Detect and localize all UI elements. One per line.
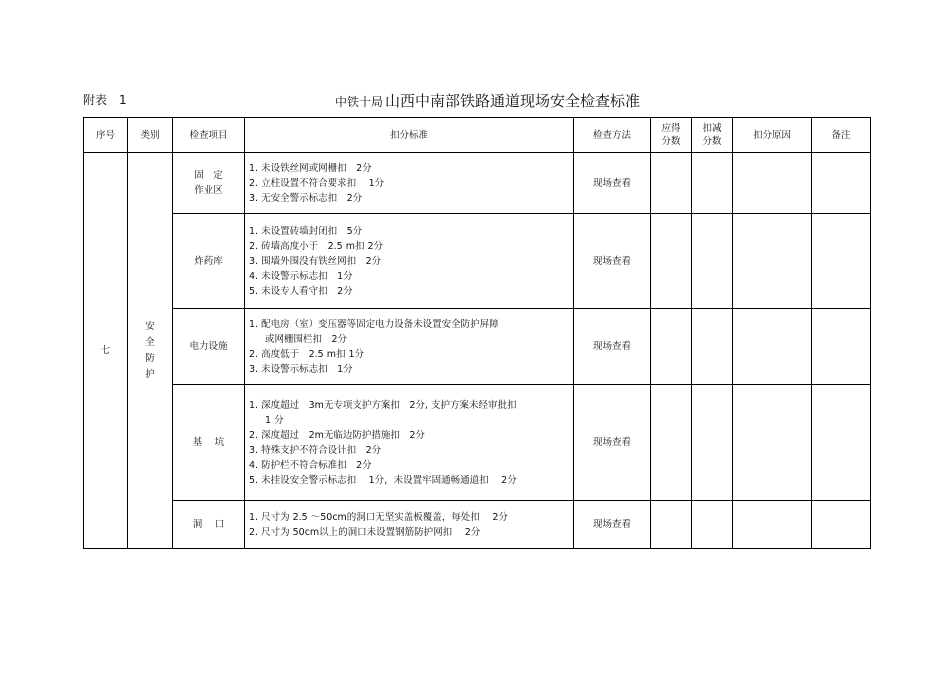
check-item-line: 固 定: [194, 170, 223, 181]
category-char: 全: [145, 336, 155, 348]
header-criteria: 扣分标准: [245, 118, 574, 153]
criteria-line: 1. 尺寸为 2.5 ～50cm的洞口无坚实盖板覆盖，每处扣 2分: [249, 511, 508, 523]
criteria-line: 2. 砖墙高度小于 2.5 m扣 2分: [249, 240, 384, 252]
check-item-line: 电力设施: [189, 341, 228, 352]
remark-cell[interactable]: [812, 153, 871, 214]
header-item: 检查项目: [173, 118, 245, 153]
check-method: 现场查看: [574, 153, 651, 214]
annex-label: 附表 1: [83, 93, 127, 107]
deduction-criteria: [245, 309, 574, 385]
document-title: [335, 90, 640, 111]
table-row: [84, 214, 871, 309]
deduct-score-cell[interactable]: [692, 153, 733, 214]
reason-cell[interactable]: [733, 309, 812, 385]
deduct-score-cell[interactable]: [692, 309, 733, 385]
criteria-line: 3. 未设警示标志扣 1分: [249, 363, 353, 375]
criteria-line: 1. 未设置砖墙封闭扣 5分: [249, 225, 363, 237]
criteria-line: 3. 围墙外围没有铁丝网扣 2分: [249, 255, 382, 267]
criteria-line: 2. 立柱设置不符合要求扣 1分: [249, 177, 385, 189]
header-reason: 扣分原因: [733, 118, 812, 153]
criteria-line: 3. 特殊支护不符合设计扣 2分: [249, 444, 382, 456]
header-remark: 备注: [812, 118, 871, 153]
check-method: 现场查看: [574, 385, 651, 501]
deduction-criteria: [245, 153, 574, 214]
header-method: 检查方法: [574, 118, 651, 153]
check-item: [173, 309, 245, 385]
check-item-line: 炸药库: [194, 255, 223, 267]
header-should-score-line2: 分数: [661, 136, 681, 147]
header-category: 类别: [128, 118, 173, 153]
check-method: 现场查看: [574, 214, 651, 309]
should-score-cell[interactable]: [651, 501, 692, 549]
criteria-line: 3. 无安全警示标志扣 2分: [249, 192, 363, 204]
check-item: [173, 214, 245, 309]
remark-cell[interactable]: [812, 501, 871, 549]
section-category: [128, 153, 173, 549]
table-header-row: [84, 118, 871, 153]
reason-cell[interactable]: [733, 385, 812, 501]
criteria-line: 2. 深度超过 2m无临边防护措施扣 2分: [249, 429, 425, 441]
organization-name: 中铁十局: [335, 95, 384, 109]
criteria-line: 2. 尺寸为 50cm以上的洞口未设置钢筋防护网扣 2分: [249, 526, 481, 538]
deduction-criteria: [245, 214, 574, 309]
category-char: 护: [145, 368, 155, 380]
header-should-score: [651, 118, 692, 153]
criteria-line: 2. 高度低于 2.5 m扣 1分: [249, 348, 365, 360]
table-row: [84, 153, 871, 214]
section-seq: 七: [84, 153, 128, 549]
remark-cell[interactable]: [812, 309, 871, 385]
check-item: [173, 501, 245, 549]
deduction-criteria: [245, 385, 574, 501]
check-method: 现场查看: [574, 501, 651, 549]
header-deduct-score: [692, 118, 733, 153]
remark-cell[interactable]: [812, 214, 871, 309]
criteria-line: 1. 深度超过 3m无专项支护方案扣 2分, 支护方案未经审批扣: [249, 399, 517, 411]
criteria-line: 1. 未设铁丝网或网栅扣 2分: [249, 162, 372, 174]
check-item: [173, 153, 245, 214]
header-should-score-line1: 应得: [661, 123, 681, 134]
reason-cell[interactable]: [733, 214, 812, 309]
header-deduct-score-line1: 扣减: [702, 123, 722, 134]
header-seq: 序号: [84, 118, 128, 153]
category-char: 防: [145, 352, 155, 364]
deduction-criteria: [245, 501, 574, 549]
should-score-cell[interactable]: [651, 385, 692, 501]
should-score-cell[interactable]: [651, 214, 692, 309]
criteria-line: 或网栅围栏扣 2分: [265, 333, 348, 345]
check-item-line: 作业区: [194, 185, 223, 196]
check-method: 现场查看: [574, 309, 651, 385]
deduct-score-cell[interactable]: [692, 501, 733, 549]
criteria-line: 1 分: [265, 414, 284, 426]
check-item-line: 洞 口: [192, 519, 225, 530]
document-header: [0, 90, 950, 110]
criteria-line: 5. 未设专人看守扣 2分: [249, 285, 353, 297]
criteria-line: 1. 配电房（室）变压器等固定电力设备未设置安全防护屏障: [249, 318, 499, 330]
should-score-cell[interactable]: [651, 153, 692, 214]
reason-cell[interactable]: [733, 153, 812, 214]
remark-cell[interactable]: [812, 385, 871, 501]
criteria-line: 4. 防护栏不符合标准扣 2分: [249, 459, 372, 471]
table-row: [84, 309, 871, 385]
reason-cell[interactable]: [733, 501, 812, 549]
safety-check-table: [83, 117, 871, 549]
title-text: 山西中南部铁路通道现场安全检查标准: [385, 92, 641, 110]
deduct-score-cell[interactable]: [692, 214, 733, 309]
header-deduct-score-line2: 分数: [702, 136, 722, 147]
table-row: [84, 501, 871, 549]
check-item-line: 基 坑: [192, 437, 225, 448]
table-row: [84, 385, 871, 501]
category-char: 安: [145, 320, 155, 332]
check-item: [173, 385, 245, 501]
should-score-cell[interactable]: [651, 309, 692, 385]
deduct-score-cell[interactable]: [692, 385, 733, 501]
criteria-line: 5. 未挂设安全警示标志扣 1分，未设置牢固通畅通道扣 2分: [249, 474, 517, 486]
criteria-line: 4. 未设警示标志扣 1分: [249, 270, 353, 282]
